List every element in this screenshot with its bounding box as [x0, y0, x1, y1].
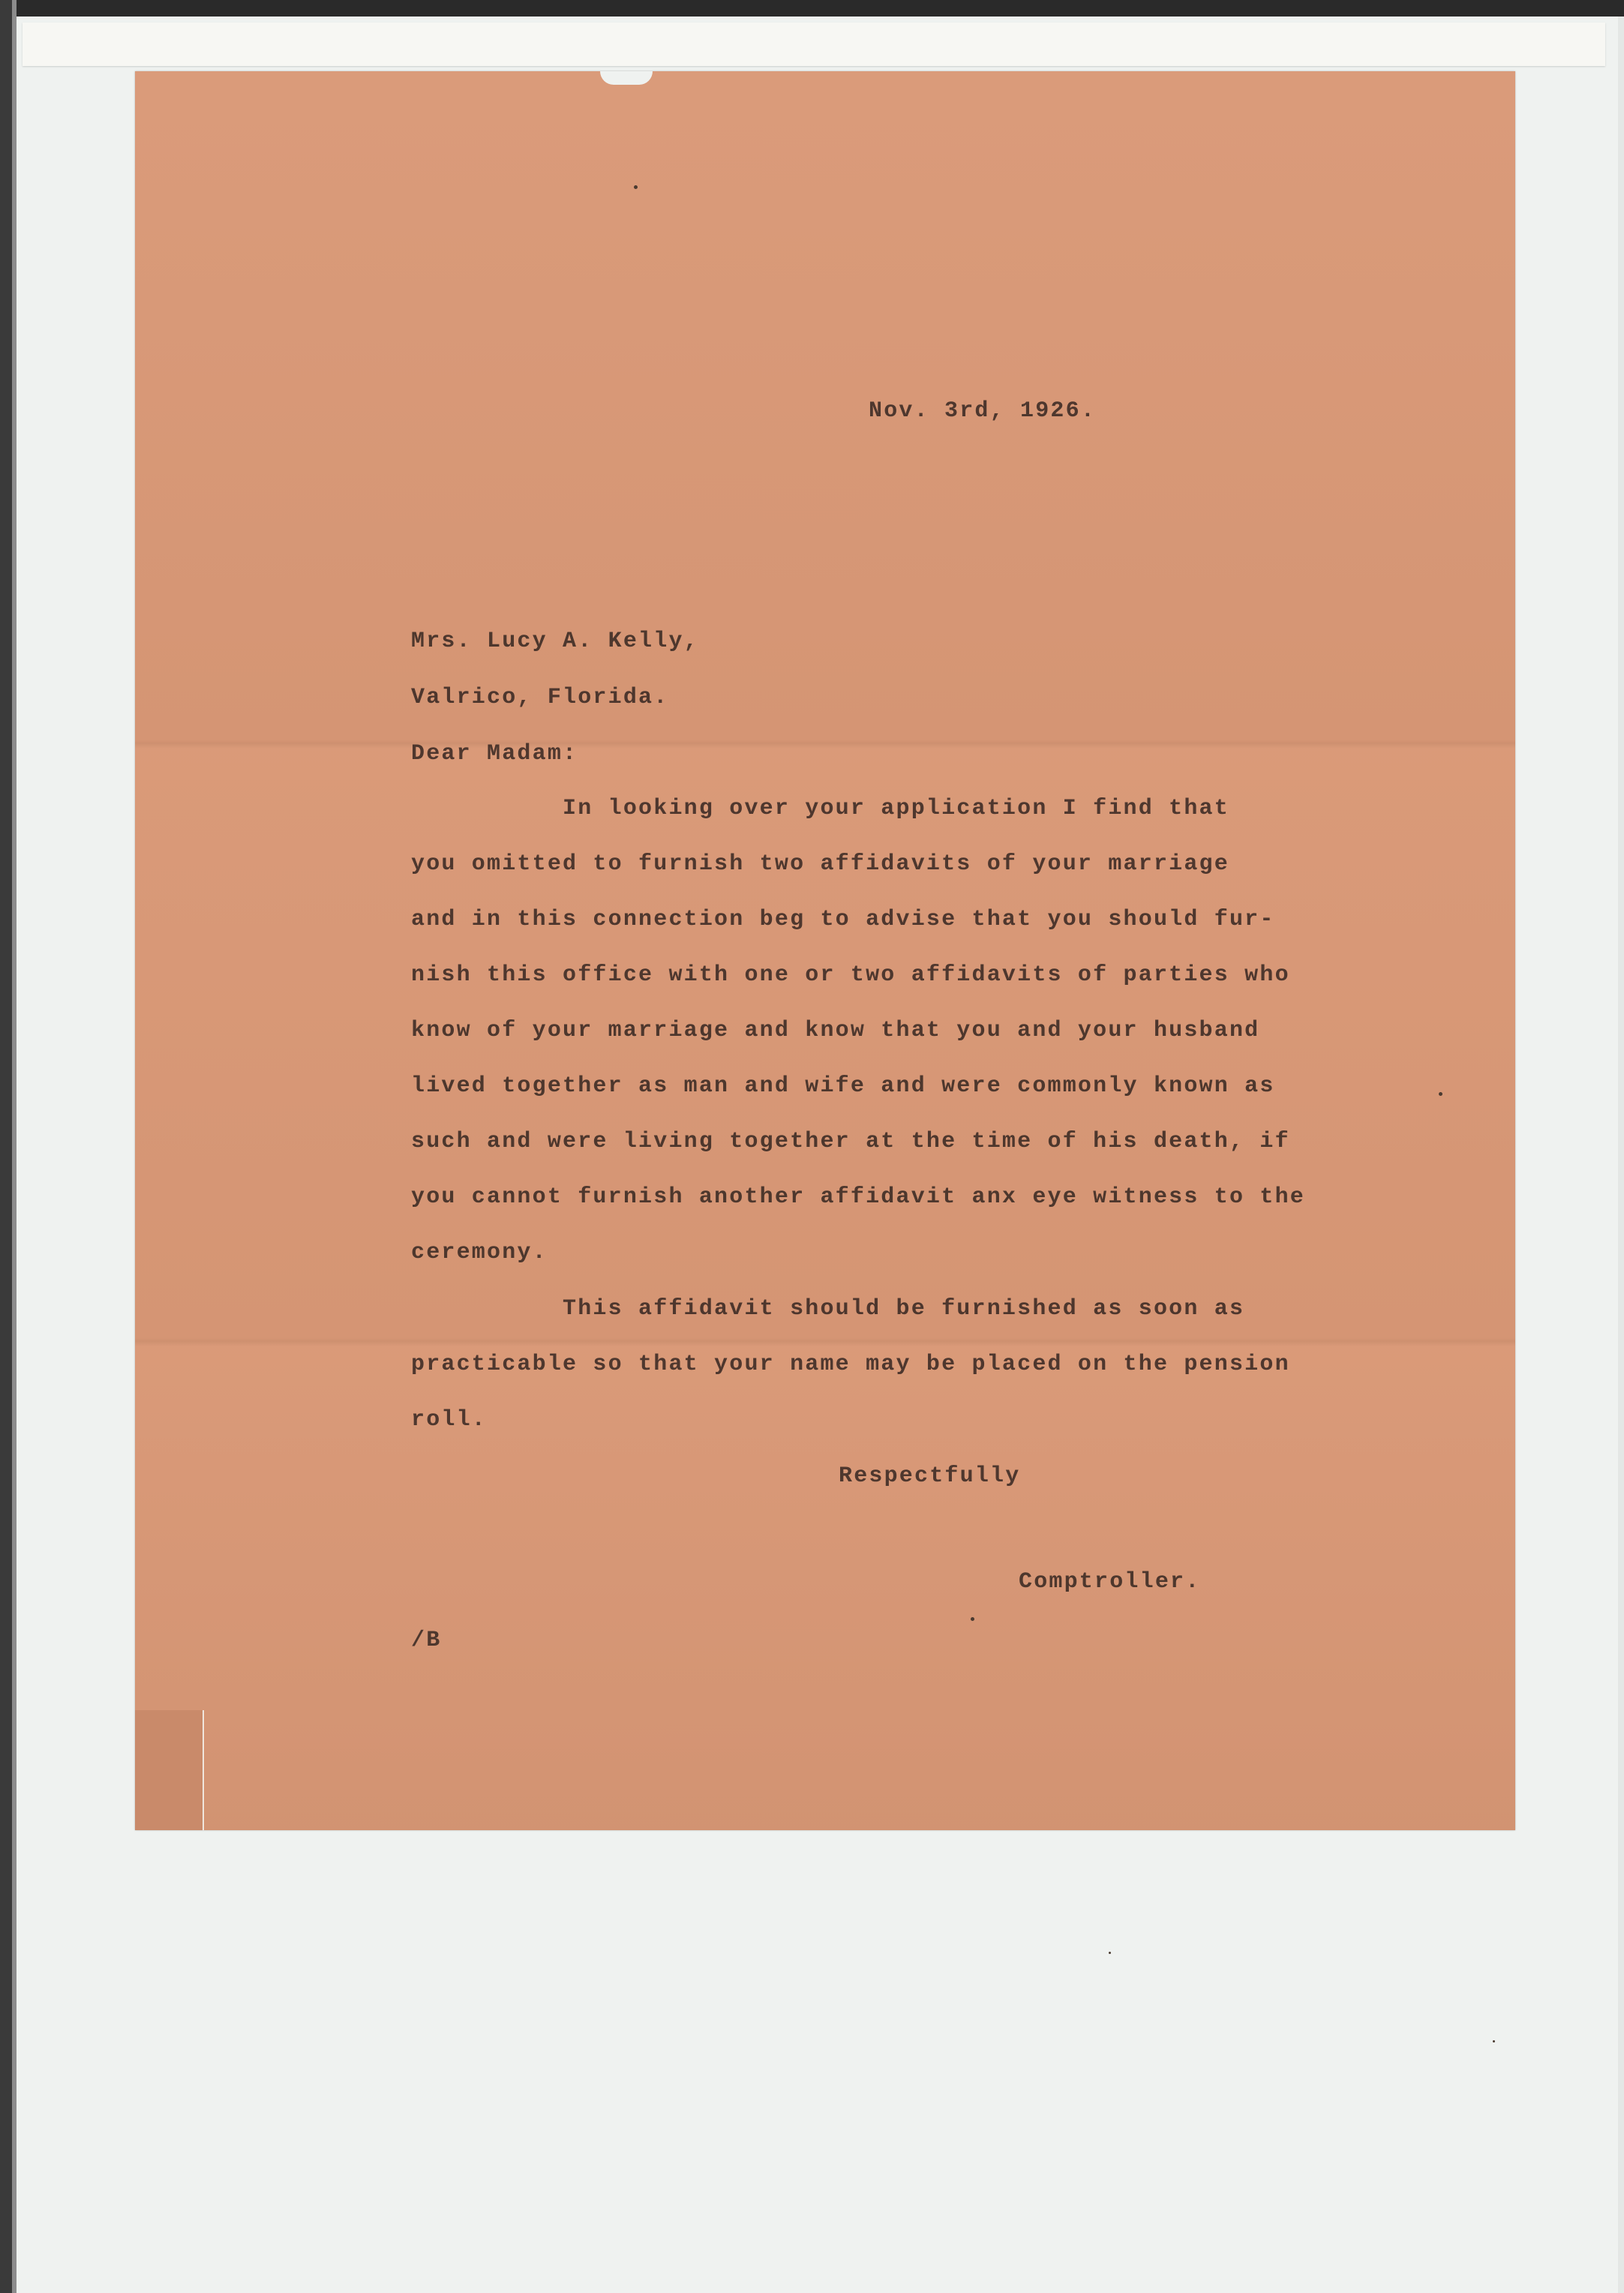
- signature-title: Comptroller.: [1019, 1569, 1201, 1595]
- closing: Respectfully: [839, 1463, 1021, 1489]
- body-line: This affidavit should be furnished as soon as: [411, 1296, 1245, 1322]
- recipient-name: Mrs. Lucy A. Kelly,: [411, 629, 699, 654]
- scanner-top-edge: [0, 0, 1624, 17]
- salutation: Dear Madam:: [411, 741, 578, 767]
- ink-speck: [1439, 1092, 1442, 1096]
- scanner-right-edge: [1618, 17, 1624, 2293]
- paper-corner-fold: [135, 1710, 204, 1830]
- ink-speck: [634, 185, 638, 189]
- body-line: nish this office with one or two affidavits of parties who: [411, 962, 1290, 988]
- recipient-location: Valrico, Florida.: [411, 685, 669, 710]
- body-line: In looking over your application I find that: [411, 796, 1229, 821]
- letter-date: Nov. 3rd, 1926.: [869, 398, 1097, 424]
- body-line: ceremony.: [411, 1240, 548, 1265]
- mounting-strip: [23, 23, 1605, 66]
- body-line: you omitted to furnish two affidavits of your marriage: [411, 851, 1229, 877]
- body-line: such and were living together at the time of his death, if: [411, 1129, 1290, 1154]
- body-line: lived together as man and wife and were commonly known as: [411, 1073, 1275, 1099]
- typist-initials: /B: [411, 1628, 442, 1653]
- ink-speck: [971, 1617, 974, 1621]
- body-line: know of your marriage and know that you and your husband: [411, 1018, 1260, 1043]
- letter-sheet: [135, 71, 1515, 1830]
- body-line: practicable so that your name may be placed on the pension: [411, 1352, 1290, 1377]
- ink-speck: [1493, 2040, 1495, 2042]
- body-line: and in this connection beg to advise that you should fur-: [411, 907, 1275, 932]
- scanner-left-inner-edge: [12, 0, 17, 2293]
- ink-speck: [1109, 1952, 1111, 1954]
- body-line: roll.: [411, 1407, 488, 1433]
- scanner-left-edge: [0, 0, 12, 2293]
- body-line: you cannot furnish another affidavit anx eye witness to the: [411, 1184, 1305, 1210]
- paper-tear: [600, 71, 653, 85]
